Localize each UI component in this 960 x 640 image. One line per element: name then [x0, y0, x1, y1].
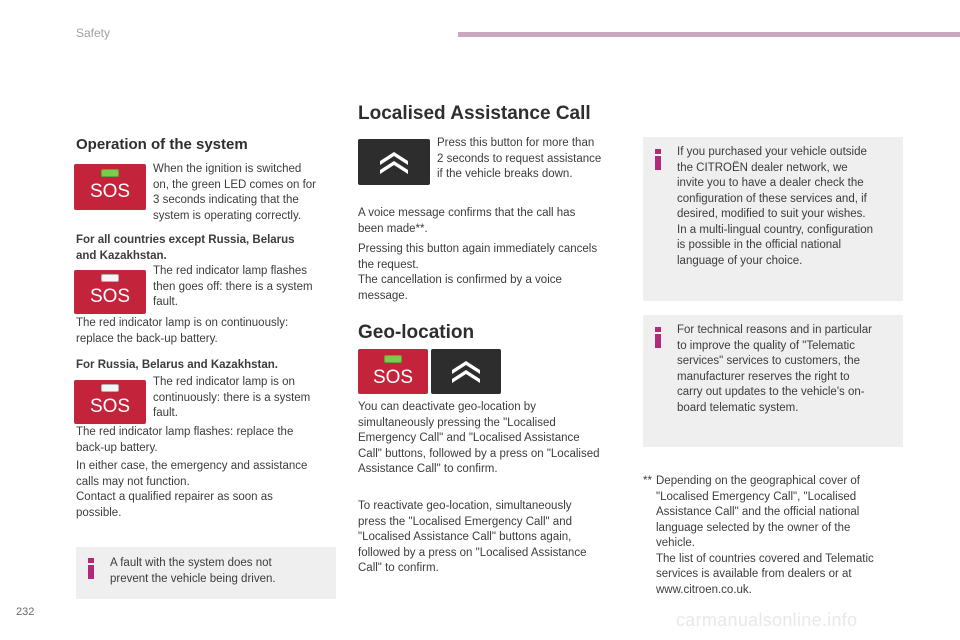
watermark: carmanualsonline.info: [676, 610, 858, 630]
info-dealer-text: If you purchased your vehicle outside the CITROËN dealer network, we invite you to have a dealer check the configuration of these services and, if desired, modified to suit your wishes. In a multi-lingual country, configuration is possible in the official national language of your choice.: [677, 146, 874, 267]
sos-label: SOS: [89, 286, 131, 307]
info-icon: [654, 327, 662, 348]
sos-button-green-led: [74, 164, 146, 210]
sos-label: SOS: [89, 181, 131, 202]
indicator-led-icon: [101, 274, 119, 282]
header-rule: [458, 32, 960, 37]
operation-intro: When the ignition is switched on, the green LED comes on for 3 seconds indicating that the system is operating correctly.: [153, 163, 317, 222]
subheading-except-russia: For all countries except Russia, Belarus and Kazakhstan.: [76, 234, 295, 262]
info-icon: [654, 149, 662, 170]
info-updates-text: For technical reasons and in particular to improve the quality of "Telematic services" services to customers, the manufacturer reserves the right to carry out updates to the vehicle's on- board telematic system.: [677, 324, 872, 414]
footnote-text: Depending on the geographical cover of "Localised Emergency Call", "Localised Assistance Call" and the official national language selected by the owner of the vehicle. The list of countries covered and Telematic services is available from dealers or at www.citroen.co.uk.: [656, 475, 874, 596]
subheading-russia: For Russia, Belarus and Kazakhstan.: [76, 359, 278, 371]
geo-heading: Geo-location: [358, 322, 475, 343]
sos-button-red-flash: [74, 270, 146, 314]
section-title: Safety: [76, 26, 111, 40]
geo-sos-button: [358, 349, 428, 394]
assistance-heading: Localised Assistance Call: [358, 103, 591, 124]
assistance-button: [358, 139, 430, 185]
info-note-text: A fault with the system does not prevent the vehicle being driven.: [110, 557, 276, 585]
green-led-icon: [384, 355, 402, 363]
info-icon: [87, 558, 95, 579]
indicator-led-icon: [101, 384, 119, 392]
either-case-text: In either case, the emergency and assistance calls may not function. Contact a qualified repairer as soon as possible.: [76, 460, 308, 519]
assistance-press: Press this button for more than 2 seconds to request assistance if the vehicle breaks down.: [437, 137, 602, 180]
green-led-icon: [101, 169, 119, 177]
info-note-fault: [76, 547, 336, 599]
geo-reactivate: To reactivate geo-location, simultaneously press the "Localised Emergency Call" and "Localised Assistance Call" buttons again, followed by a press on "Localised Assistance Call" to confirm.: [358, 500, 587, 574]
info-box-dealer: [643, 137, 903, 301]
geo-assistance-button: [431, 349, 501, 394]
citroen-chevrons-icon: [358, 139, 430, 185]
geo-deactivate: You can deactivate geo-location by simultaneously pressing the "Localised Emergency Call" and "Localised Assistance Call" buttons, followed by a press on "Localised Assistance Call" to confirm.: [358, 401, 600, 475]
sos-label: SOS: [89, 396, 131, 417]
sos-label: SOS: [372, 367, 414, 388]
operation-heading: Operation of the system: [76, 136, 248, 153]
lamp-continuous-battery: The red indicator lamp is on continuously: replace the back-up battery.: [76, 317, 289, 345]
assistance-cancel: Pressing this button again immediately cancels the request. The cancellation is confirmed by a voice message.: [358, 243, 598, 302]
assistance-voice: A voice message confirms that the call has been made**.: [358, 207, 576, 235]
info-box-updates: [643, 315, 903, 447]
footnote-marker: **: [643, 475, 652, 487]
citroen-chevrons-icon: [431, 349, 501, 394]
sos-button-red-on: [74, 380, 146, 424]
page-number: 232: [16, 606, 35, 618]
lamp-flash-battery: The red indicator lamp flashes: replace the back-up battery.: [76, 426, 294, 454]
lamp-on-fault: The red indicator lamp is on continuously: there is a system fault.: [153, 376, 311, 419]
lamp-flash-fault: The red indicator lamp flashes then goes off: there is a system fault.: [153, 265, 313, 308]
